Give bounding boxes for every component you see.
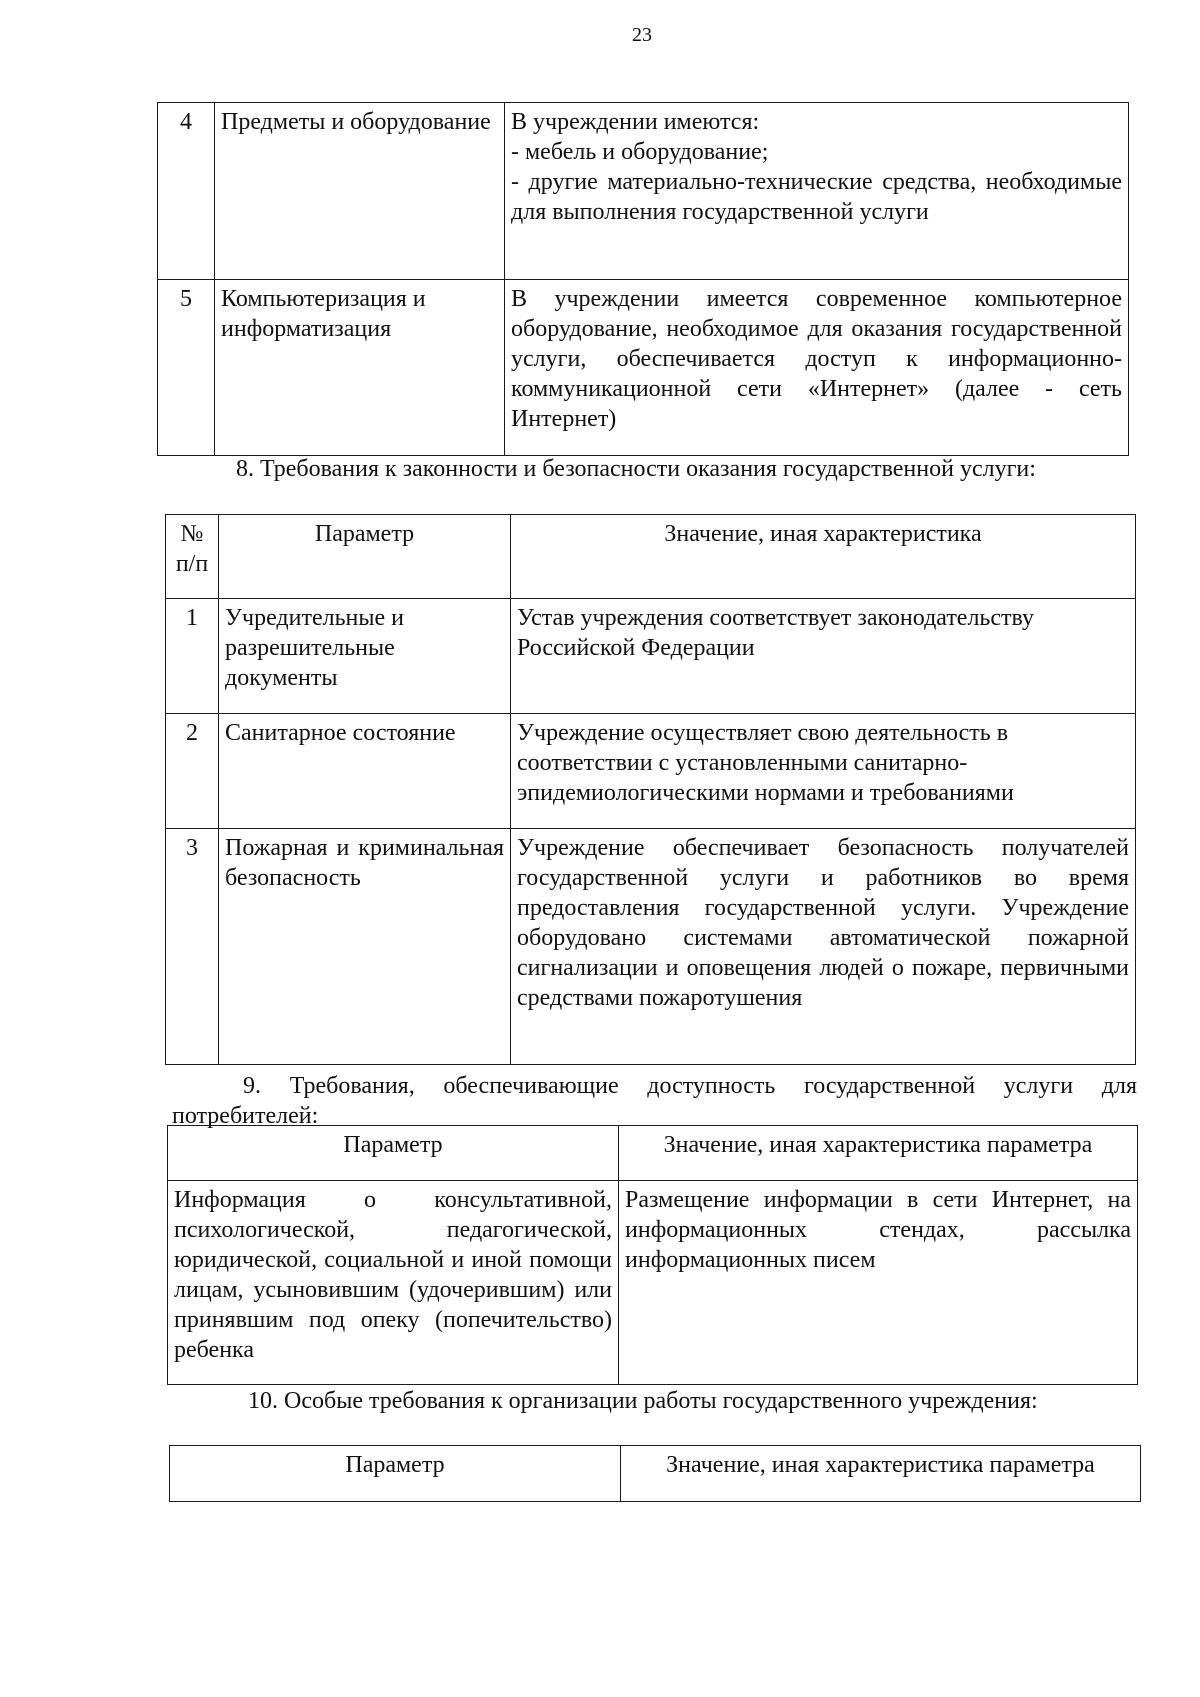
row-number: 1 <box>166 599 219 714</box>
value-line: В учреждении имеются: <box>511 109 760 135</box>
table-header-row <box>170 1446 1141 1502</box>
row-value: Устав учреждения соответствует законодательству Российской Федерации <box>511 599 1136 714</box>
table-row <box>158 103 1129 280</box>
table-row <box>166 829 1136 1065</box>
header-param: Параметр <box>170 1446 621 1502</box>
value-line: - другие материально-технические средства, необходимые для выполнения государственной услуги <box>511 169 1122 225</box>
table-row <box>166 599 1136 714</box>
row-value: В учреждении имеется современное компьютерное оборудование, необходимое для оказания государственной услуги, обеспечивается доступ к информационно-коммуникационной сети «Интернет» (далее - сеть Интернет) <box>505 280 1129 456</box>
header-param: Параметр <box>219 515 511 599</box>
table-accessibility <box>167 1125 1138 1385</box>
table-row <box>166 714 1136 829</box>
header-value: Значение, иная характеристика параметра <box>619 1126 1138 1181</box>
value-line: - мебель и оборудование; <box>511 139 769 165</box>
row-value: Учреждение осуществляет свою деятельность в соответствии с установленными санитарно-эпидемиологическими нормами и требованиями <box>511 714 1136 829</box>
row-param: Санитарное состояние <box>219 714 511 829</box>
header-value: Значение, иная характеристика <box>511 515 1136 599</box>
table-row <box>168 1181 1138 1385</box>
row-param: Пожарная и криминальная безопасность <box>219 829 511 1065</box>
row-param: Предметы и оборудование <box>215 103 505 280</box>
table-header-row <box>168 1126 1138 1181</box>
row-value: Размещение информации в сети Интернет, на информационных стендах, рассылка информационных писем <box>619 1181 1138 1385</box>
row-param: Учредительные и разрешительные документы <box>219 599 511 714</box>
row-number: 3 <box>166 829 219 1065</box>
section-9-heading: 9. Требования, обеспечивающие доступность государственной услуги для потребителей: <box>172 1073 1137 1129</box>
header-value: Значение, иная характеристика параметра <box>621 1446 1141 1502</box>
row-param: Компьютеризация и информатизация <box>215 280 505 456</box>
table-header-row <box>166 515 1136 599</box>
table-special-requirements <box>169 1445 1141 1502</box>
section-10-heading: 10. Особые требования к организации работы государственного учреждения: <box>248 1388 1038 1414</box>
table-material-base <box>157 102 1129 456</box>
row-value <box>505 103 1129 280</box>
page-number: 23 <box>632 24 652 46</box>
section-8-heading: 8. Требования к законности и безопасности оказания государственной услуги: <box>236 456 1036 482</box>
row-number: 2 <box>166 714 219 829</box>
table-row <box>158 280 1129 456</box>
header-num: № п/п <box>166 515 219 599</box>
row-number: 5 <box>158 280 215 456</box>
table-legality-safety <box>165 514 1136 1065</box>
row-param: Информация о консультативной, психологической, педагогической, юридической, социальной и иной помощи лицам, усыновившим (удочерившим) или принявшим под опеку (попечительство) ребенка <box>168 1181 619 1385</box>
row-number: 4 <box>158 103 215 280</box>
header-param: Параметр <box>168 1126 619 1181</box>
row-value: Учреждение обеспечивает безопасность получателей государственной услуги и работников во время предоставления государственной услуги. Учреждение оборудовано системами автоматической пожарной сигнализации и оповещения людей о пожаре, первичными средствами пожаротушения <box>511 829 1136 1065</box>
